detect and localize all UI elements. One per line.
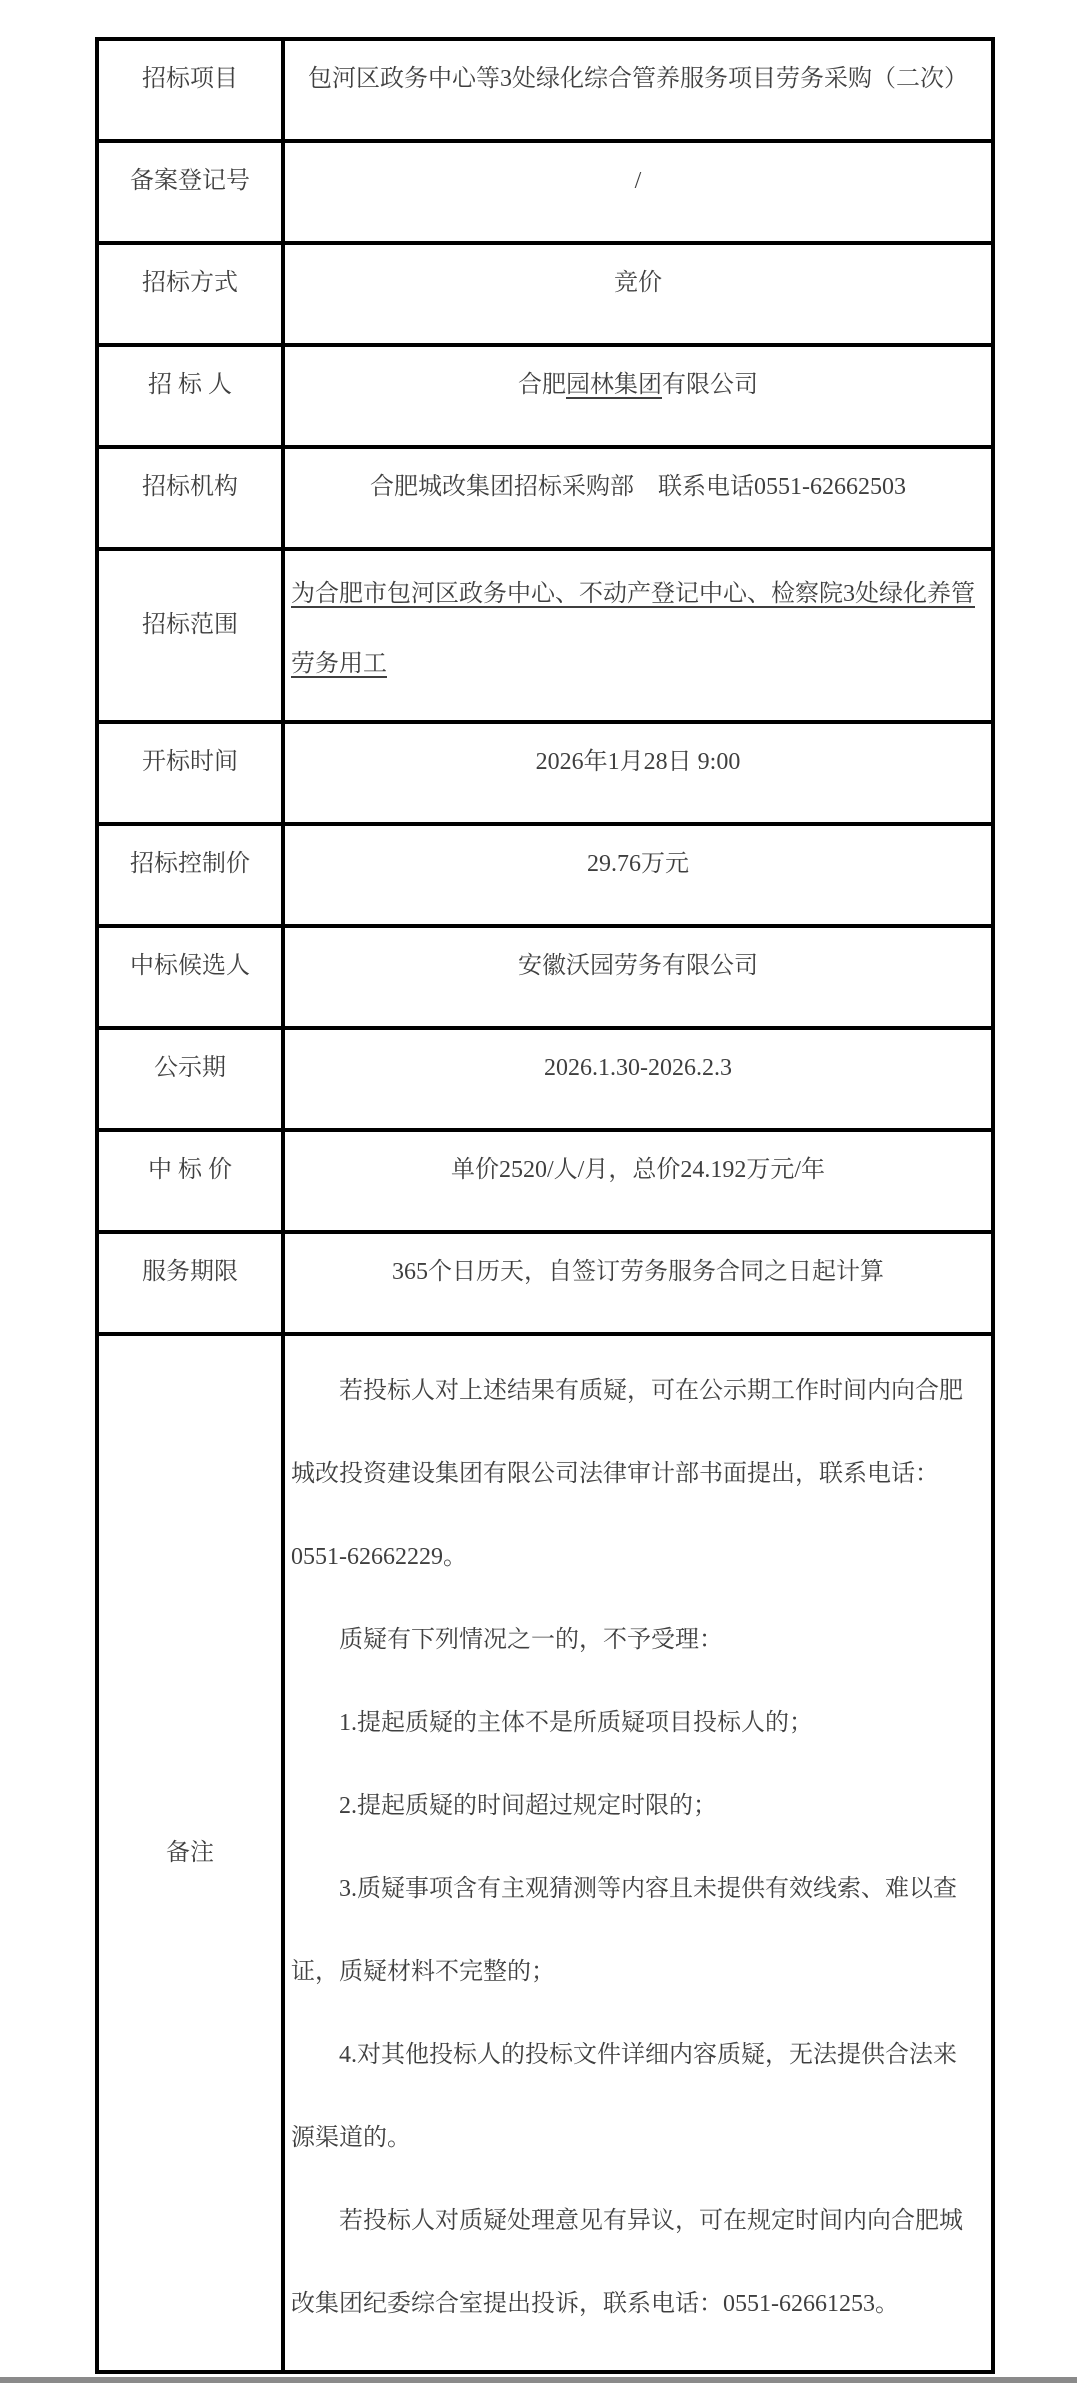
remark-line: 4.对其他投标人的投标文件详细内容质疑，无法提供合法来: [339, 2042, 957, 2068]
service-period-value: 365个日历天，自签订劳务服务合同之日起计算: [283, 1232, 993, 1334]
remark-line: 2.提起质疑的时间超过规定时限的；: [339, 1793, 717, 1819]
table-row: [97, 141, 993, 243]
bid-scope-value: [283, 549, 993, 722]
row-label-record-number: 备案登记号: [97, 141, 283, 243]
bid-result-table: [95, 37, 995, 2374]
remark-line: 1.提起质疑的主体不是所质疑项目投标人的；: [339, 1710, 813, 1736]
remark-line: 3.质疑事项含有主观猜测等内容且未提供有效线索、难以查: [339, 1876, 957, 1902]
row-label-service-period: 服务期限: [97, 1232, 283, 1334]
remark-line: 源渠道的。: [291, 2125, 411, 2151]
tenderer-value: [283, 345, 993, 447]
table-row: [97, 1028, 993, 1130]
table-row: [97, 824, 993, 926]
row-label-bid-opening-time: 开标时间: [97, 722, 283, 824]
winning-price-value: 单价2520/人/月，总价24.192万元/年: [283, 1130, 993, 1232]
table-row: [97, 39, 993, 141]
row-label-winning-candidate: 中标候选人: [97, 926, 283, 1028]
tenderer-suffix: 有限公司: [662, 372, 758, 398]
row-label-winning-price: 中 标 价: [97, 1130, 283, 1232]
bid-method-value: 竞价: [283, 243, 993, 345]
row-label-bid-project: 招标项目: [97, 39, 283, 141]
winning-candidate-value: 安徽沃园劳务有限公司: [283, 926, 993, 1028]
remarks-value: [283, 1334, 993, 2372]
table-row: [97, 1334, 993, 2372]
bid-scope-line: [291, 629, 985, 699]
bid-scope-text-line2: 劳务用工: [291, 651, 387, 677]
bid-scope-line: [291, 559, 985, 629]
bottom-divider: [0, 2377, 1077, 2383]
table-row: [97, 1232, 993, 1334]
bid-project-value: 包河区政务中心等3处绿化综合管养服务项目劳务采购（二次）: [283, 39, 993, 141]
table-row: [97, 722, 993, 824]
tenderer-prefix: 合肥: [518, 372, 566, 398]
table-row: [97, 1130, 993, 1232]
table-row: [97, 926, 993, 1028]
table-row: [97, 549, 993, 722]
remark-line: 质疑有下列情况之一的，不予受理：: [339, 1627, 723, 1653]
table-row: [97, 345, 993, 447]
record-number-value: /: [283, 141, 993, 243]
bid-agency-value: 合肥城改集团招标采购部 联系电话0551-62662503: [283, 447, 993, 549]
remark-line: 若投标人对质疑处理意见有异议，可在规定时间内向合肥城: [339, 2208, 963, 2234]
remark-line: 城改投资建设集团有限公司法律审计部书面提出，联系电话：: [291, 1461, 939, 1487]
remark-line: 若投标人对上述结果有质疑，可在公示期工作时间内向合肥: [339, 1378, 963, 1404]
remark-line: 0551-62662229。: [291, 1544, 467, 1570]
row-label-public-notice-period: 公示期: [97, 1028, 283, 1130]
row-label-bid-scope: 招标范围: [97, 549, 283, 722]
row-label-bid-method: 招标方式: [97, 243, 283, 345]
bid-scope-text-line1: 为合肥市包河区政务中心、不动产登记中心、检察院3处绿化养管: [291, 581, 975, 607]
remark-line: 改集团纪委综合室提出投诉，联系电话：0551-62661253。: [291, 2291, 899, 2317]
bid-opening-time-value: 2026年1月28日 9:00: [283, 722, 993, 824]
remark-line: 证，质疑材料不完整的；: [291, 1959, 555, 1985]
row-label-control-price: 招标控制价: [97, 824, 283, 926]
public-notice-period-value: 2026.1.30-2026.2.3: [283, 1028, 993, 1130]
control-price-value: 29.76万元: [283, 824, 993, 926]
tenderer-underlined-text: 园林集团: [566, 372, 662, 398]
row-label-remarks: 备注: [97, 1334, 283, 2372]
row-label-tenderer: 招 标 人: [97, 345, 283, 447]
table-row: [97, 447, 993, 549]
row-label-bid-agency: 招标机构: [97, 447, 283, 549]
table-row: [97, 243, 993, 345]
